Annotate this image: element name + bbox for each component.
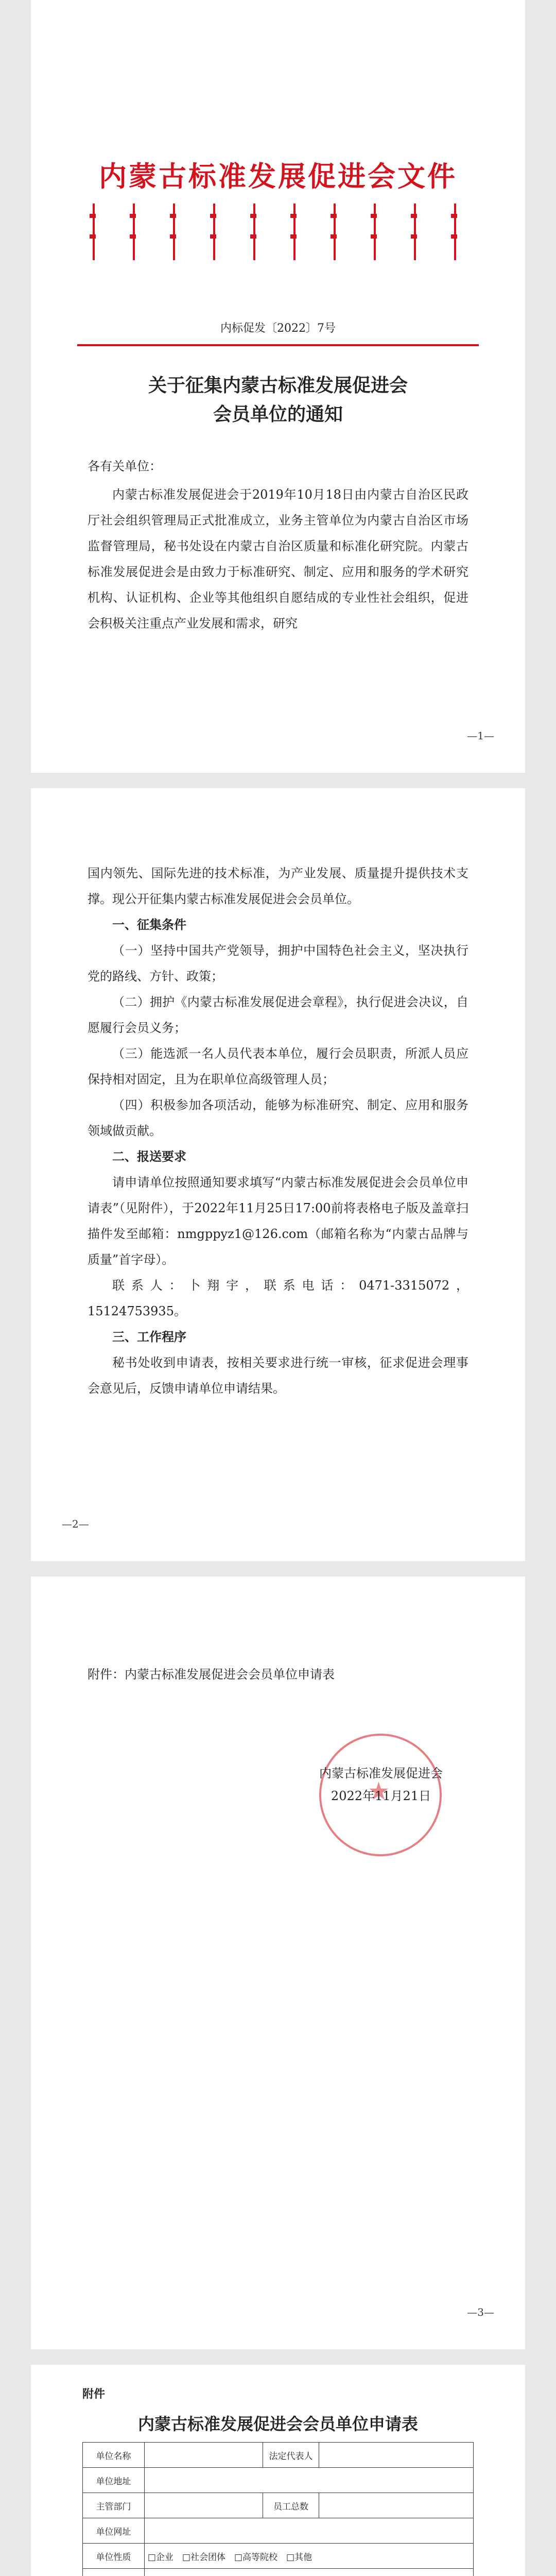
mongolian-script-row: [93, 204, 463, 260]
sign-date: 2022年11月21日: [331, 1789, 431, 1803]
business-type-label: [83, 2569, 145, 2576]
page-number: —3—: [467, 2306, 494, 2318]
page-number: —1—: [467, 730, 494, 742]
business-type-options[interactable]: [144, 2569, 473, 2576]
unit-name-label: 单位名称: [83, 2443, 145, 2468]
staff-count-label: 员工总数: [263, 2493, 319, 2518]
mongolian-glyph: [253, 204, 263, 260]
report-requirements: 请申请单位按照通知要求填写“内蒙古标准发展促进会会员单位申请表”（见附件），于2022年11月25日17:00前将表格电子版及盖章扫描件发至邮箱：nmgppyz1@126.com（邮箱名称为“内蒙古品牌与质量”首字母）。: [88, 1175, 468, 1267]
notice-title: [31, 371, 525, 429]
section-3-title: 三、工作程序: [112, 1330, 186, 1344]
attachment-label: 附件: [82, 2388, 106, 2401]
unit-nature-options[interactable]: □企业 □社会团体 □高等院校 □其他: [144, 2544, 473, 2569]
website-field[interactable]: [144, 2518, 473, 2544]
document-number: 内标促发〔2022〕7号: [220, 322, 336, 335]
contact-info: 联系人：卜翔宇，联系电话：0471-3315072，15124753935。: [88, 1278, 468, 1318]
mongolian-glyph: [173, 204, 182, 260]
mongolian-glyph: [414, 204, 423, 260]
legal-rep-field[interactable]: [319, 2443, 474, 2468]
mongolian-glyph: [93, 204, 102, 260]
signature-block: [299, 1762, 463, 1807]
section-1-title: 一、征集条件: [112, 918, 186, 932]
unit-nature-label: 单位性质: [83, 2544, 145, 2569]
intro-continued: 国内领先、国际先进的技术标准，为产业发展、质量提升提供技术支撑。现公开征集内蒙古标准发展促进会会员单位。: [88, 866, 468, 906]
procedure-text: 秘书处收到申请表，按相关要求进行统一审核，征求促进会理事会意见后，反馈申请单位申请结果。: [88, 1355, 468, 1396]
condition-2: （二）拥护《内蒙古标准发展促进会章程》，执行促进会决议，自愿履行会员义务；: [88, 995, 468, 1035]
supervisor-field[interactable]: [144, 2493, 263, 2518]
page-4: [31, 2365, 525, 2576]
mongolian-glyph: [374, 204, 383, 260]
section-2-title: 二、报送要求: [112, 1149, 186, 1164]
red-divider: [77, 344, 479, 346]
mongolian-glyph: [213, 204, 222, 260]
unit-name-field[interactable]: [144, 2443, 263, 2468]
mongolian-glyph: [454, 204, 463, 260]
condition-3: （三）能选派一名人员代表本单位，履行会员职责，所派人员应保持相对固定，且为在职单位高级管理人员；: [88, 1046, 468, 1087]
signer-org: 内蒙古标准发展促进会: [319, 1766, 443, 1781]
title-line-2: 会员单位的通知: [213, 403, 343, 425]
condition-1: （一）坚持中国共产党领导，拥护中国特色社会主义，坚决执行党的路线、方针、政策；: [88, 943, 468, 984]
supervisor-label: 主管部门: [83, 2493, 145, 2518]
website-label: 单位网址: [83, 2518, 145, 2544]
org-masthead: 内蒙古标准发展促进会文件: [99, 160, 457, 193]
attachment-reference: 附件：内蒙古标准发展促进会会员单位申请表: [88, 1667, 335, 1682]
mongolian-glyph: [133, 204, 142, 260]
form-title: 内蒙古标准发展促进会会员单位申请表: [137, 2414, 418, 2434]
intro-paragraph: [88, 482, 468, 636]
mongolian-glyph: [334, 204, 343, 260]
page-3: [31, 1577, 525, 2349]
notice-body: [88, 860, 468, 1401]
mongolian-glyph: [293, 204, 303, 260]
address-label: 单位地址: [83, 2468, 145, 2493]
salutation: 各有关单位：: [88, 459, 162, 473]
staff-count-field[interactable]: [319, 2493, 474, 2518]
page-2: [31, 788, 525, 1561]
address-field[interactable]: [144, 2468, 473, 2493]
intro-text: 内蒙古标准发展促进会于2019年10月18日由内蒙古自治区民政厅社会组织管理局正式批准成立，业务主管单位为内蒙古自治区市场监督管理局，秘书处设在内蒙古自治区质量和标准化研究院。内蒙古标准发展促进会是由致力于标准研究、制定、应用和服务的学术研究机构、认证机构、企业等其他组织自愿结成的专业性社会组织，促进会积极关注重点产业发展和需求，研究: [88, 487, 468, 631]
legal-rep-label: 法定代表人: [263, 2443, 319, 2468]
condition-4: （四）积极参加各项活动，能够为标准研究、制定、应用和服务领域做贡献。: [88, 1098, 468, 1138]
application-form: [82, 2442, 474, 2576]
title-line-1: 关于征集内蒙古标准发展促进会: [148, 375, 408, 396]
page-1: [31, 0, 525, 773]
page-number: —2—: [62, 1518, 89, 1530]
